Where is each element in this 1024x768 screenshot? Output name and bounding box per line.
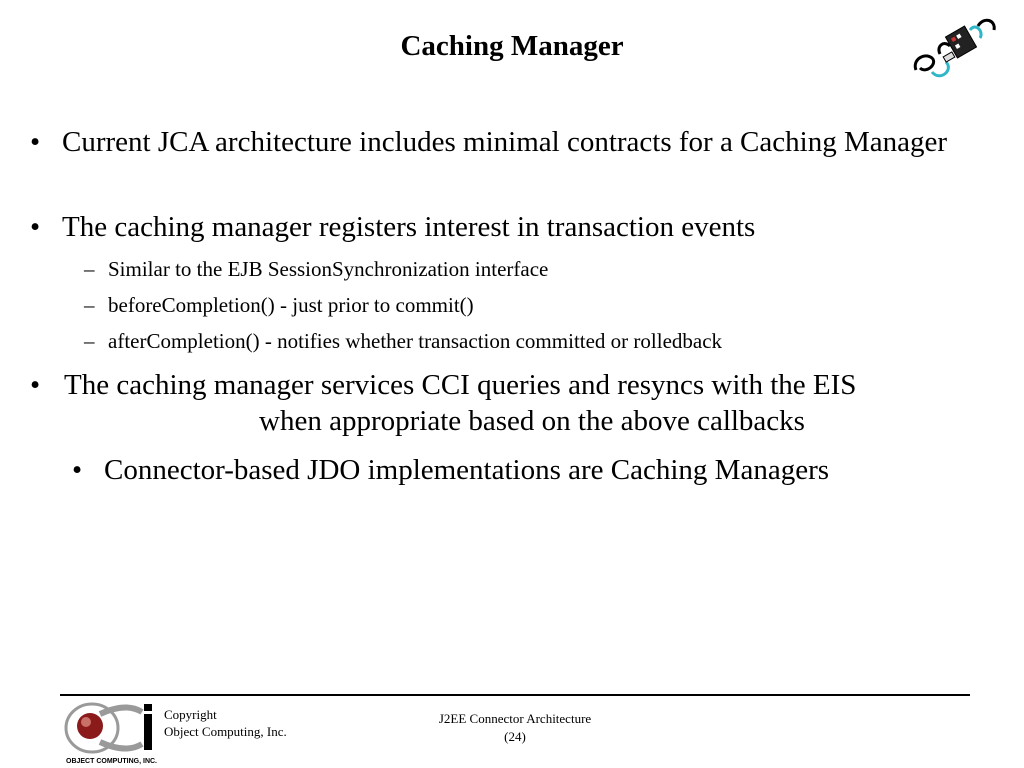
bullet-item: • Connector-based JDO implementations are Caching Managers [72, 452, 972, 488]
sub-bullet-item: – beforeCompletion() - just prior to commit() [84, 292, 964, 318]
copyright-line: Copyright [164, 707, 217, 722]
oci-logo-text: OBJECT COMPUTING, INC. [66, 758, 158, 765]
bullet-item: • Current JCA architecture includes minimal contracts for a Caching Manager [30, 124, 990, 160]
bullet-text: The caching manager registers interest in transaction events [62, 211, 756, 243]
bullet-item: • The caching manager services CCI queries and resyncs with the EIS when appropriate based on the above callbacks [30, 367, 1000, 439]
slide-title: Caching Manager [400, 30, 624, 62]
bullet-text: Connector-based JDO implementations are Caching Managers [104, 454, 830, 486]
sub-bullet-text: beforeCompletion() - just prior to commit() [108, 293, 474, 317]
bullet-text-line2: when appropriate based on the above callbacks [259, 405, 805, 437]
bullet-text: Current JCA architecture includes minimal contracts for a Caching Manager [62, 126, 948, 158]
company-name: Object Computing, Inc. [164, 724, 287, 739]
course-title: J2EE Connector Architecture [438, 711, 592, 726]
footer-course-info [400, 710, 630, 746]
page-number: (24) [504, 729, 526, 744]
copyright-block [164, 706, 287, 740]
footer-divider [60, 694, 970, 696]
sub-bullet-text: Similar to the EJB SessionSynchronization interface [108, 257, 549, 281]
bullet-item: • The caching manager registers interest in transaction events [30, 209, 990, 245]
sub-bullet-item: – Similar to the EJB SessionSynchronization interface [84, 256, 964, 282]
sub-bullet-text: afterCompletion() - notifies whether transaction committed or rolledback [108, 329, 723, 353]
bullet-text-line1: The caching manager services CCI queries and resyncs with the EIS [64, 369, 857, 401]
j2ee-plug-logo-icon [910, 12, 1000, 82]
oci-logo-icon [64, 700, 160, 766]
sub-bullet-item: – afterCompletion() - notifies whether transaction committed or rolledback [84, 328, 964, 354]
